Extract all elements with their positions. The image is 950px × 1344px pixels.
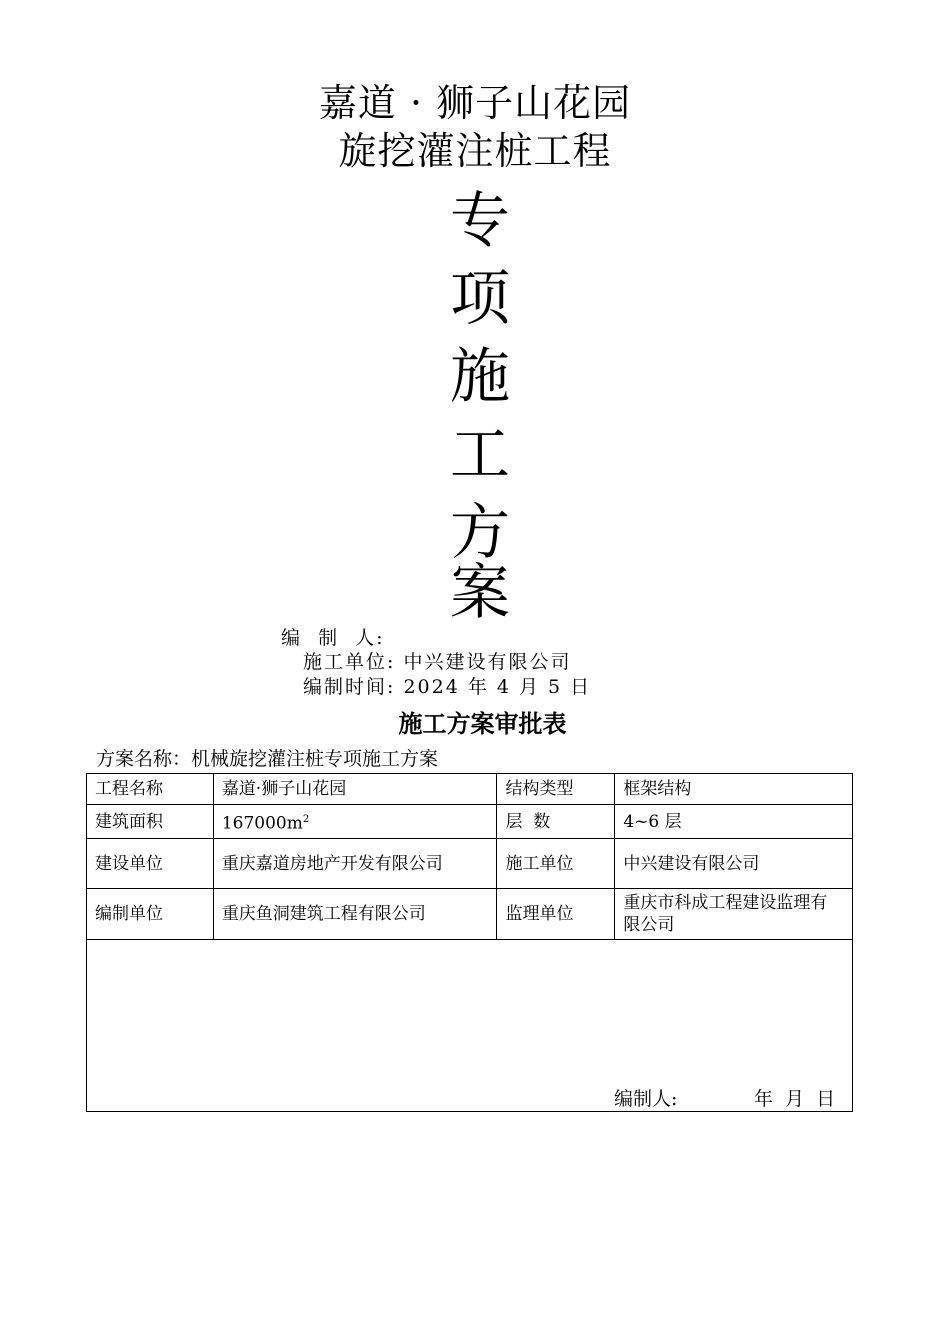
vertical-title-char: 项 bbox=[450, 264, 510, 334]
table-cell: 工程名称 bbox=[87, 774, 214, 805]
plan-name-value: 机械旋挖灌注桩专项施工方案 bbox=[191, 748, 439, 770]
table-row bbox=[87, 889, 853, 940]
table-cell: 建设单位 bbox=[87, 839, 214, 889]
table-cell: 重庆鱼洞建筑工程有限公司 bbox=[213, 889, 497, 940]
construction-unit-label: 施工单位: bbox=[303, 651, 396, 673]
approval-table bbox=[86, 773, 853, 1112]
table-cell: 4~6 层 bbox=[615, 805, 853, 839]
construction-unit-value: 中兴建设有限公司 bbox=[403, 651, 572, 673]
cover-title-line1: 嘉道 · 狮子山花园 bbox=[318, 81, 632, 125]
table-cell: 框架结构 bbox=[615, 774, 853, 805]
table-row bbox=[87, 805, 853, 839]
editor-date: 年 月 日 bbox=[754, 1088, 836, 1110]
table-cell bbox=[213, 805, 497, 839]
table-cell: 重庆嘉道房地产开发有限公司 bbox=[213, 839, 497, 889]
table-cell: 结构类型 bbox=[497, 774, 615, 805]
cover-title-line2: 旋挖灌注桩工程 bbox=[338, 129, 612, 173]
table-cell: 施工单位 bbox=[497, 839, 615, 889]
table-cell: 重庆市科成工程建设监理有限公司 bbox=[615, 889, 853, 940]
vertical-title-char: 工 bbox=[450, 420, 510, 490]
compile-date-value: 2024 年 4 月 5 日 bbox=[403, 676, 592, 698]
table-row bbox=[87, 774, 853, 805]
table-row bbox=[87, 940, 853, 1112]
plan-name-line bbox=[96, 746, 438, 772]
table-cell: 建筑面积 bbox=[87, 805, 214, 839]
area-superscript: 2 bbox=[302, 813, 310, 825]
area-value: 167000m bbox=[221, 813, 303, 834]
approval-form-title: 施工方案审批表 bbox=[398, 709, 567, 738]
vertical-title-char: 专 bbox=[450, 186, 510, 256]
compile-date-label: 编制时间: bbox=[303, 676, 396, 698]
table-cell: 编制单位 bbox=[87, 889, 214, 940]
plan-name-label: 方案名称： bbox=[96, 748, 192, 770]
table-cell: 嘉道·狮子山花园 bbox=[213, 774, 497, 805]
compiler-label: 编 制 人: bbox=[281, 627, 385, 649]
editor-signature-line bbox=[614, 1086, 836, 1112]
vertical-title-char: 施 bbox=[450, 342, 510, 412]
construction-unit-line bbox=[303, 650, 571, 674]
table-row bbox=[87, 839, 853, 889]
compile-date-line bbox=[303, 675, 591, 699]
table-cell: 层 数 bbox=[497, 805, 615, 839]
vertical-title-char: 方 bbox=[450, 498, 510, 568]
comment-cell bbox=[87, 940, 853, 1112]
table-cell: 监理单位 bbox=[497, 889, 615, 940]
editor-label: 编制人: bbox=[614, 1088, 678, 1110]
table-cell: 中兴建设有限公司 bbox=[615, 839, 853, 889]
vertical-title-char: 案 bbox=[450, 558, 510, 628]
